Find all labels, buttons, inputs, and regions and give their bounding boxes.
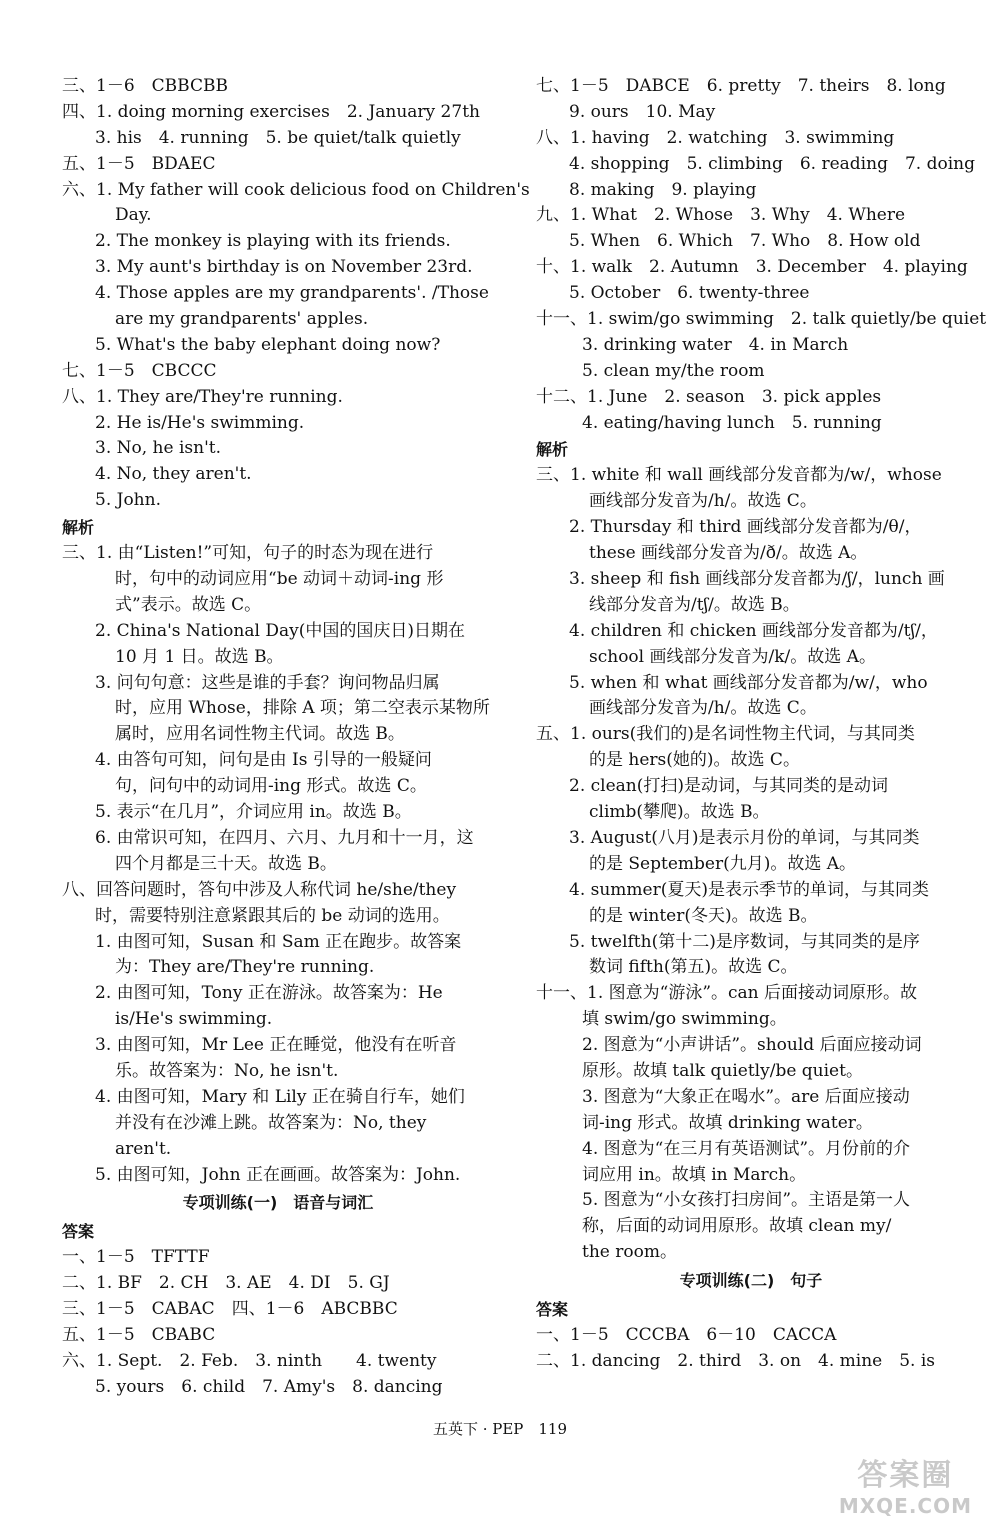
answer-line: 5. clean my/the room bbox=[582, 360, 765, 381]
answer-line: 一、1－5 CCCBA 6－10 CACCA bbox=[536, 1325, 837, 1346]
answer-line: 6. 由常识可知，在四月、六月、九月和十一月，这 bbox=[95, 827, 474, 848]
answer-line: 4. 图意为“在三月有英语测试”。月份前的介 bbox=[582, 1138, 911, 1159]
answer-line: 8. making 9. playing bbox=[569, 179, 757, 200]
answer-line: 十一、1. swim/go swimming 2. talk quietly/be quiet bbox=[536, 309, 987, 330]
answer-line: 三、1. white 和 wall 画线部分发音都为/w/，whose bbox=[536, 465, 942, 486]
answer-line: 填 swim/go swimming。 bbox=[582, 1009, 787, 1030]
answer-line: 四、1. doing morning exercises 2. January 27th bbox=[62, 101, 480, 122]
answer-line: the room。 bbox=[582, 1242, 677, 1263]
answer-line: 3. August(八月)是表示月份的单词，与其同类 bbox=[569, 827, 920, 848]
answer-line: 2. clean(打扫)是动词，与其同类的是动词 bbox=[569, 776, 888, 797]
section-heading: 答案 bbox=[62, 1222, 95, 1242]
answer-line: 5. when 和 what 画线部分发音都为/w/，who bbox=[569, 672, 928, 693]
section-title: 专项训练(二) 句子 bbox=[679, 1271, 823, 1291]
answer-line: 3. My aunt's birthday is on November 23rd. bbox=[95, 257, 473, 278]
answer-line: 三、1－5 CABAC 四、1－6 ABCBBC bbox=[62, 1299, 398, 1320]
answer-line: 十、1. walk 2. Autumn 3. December 4. playing bbox=[536, 257, 968, 278]
answer-line: Day. bbox=[115, 205, 152, 226]
answer-line: 4. summer(夏天)是表示季节的单词，与其同类 bbox=[569, 879, 929, 900]
answer-line: 画线部分发音为/h/。故选 C。 bbox=[589, 698, 817, 719]
answer-line: 式”表示。故选 C。 bbox=[115, 594, 262, 615]
answer-line: 数词 fifth(第五)。故选 C。 bbox=[589, 957, 798, 978]
answer-line: 六、1. My father will cook delicious food on Children's bbox=[62, 179, 530, 200]
answer-line: 六、1. Sept. 2. Feb. 3. ninth 4. twenty bbox=[62, 1350, 437, 1371]
section-heading: 解析 bbox=[536, 440, 569, 460]
answer-line: 时，句中的动词应用“be 动词＋动词-ing 形 bbox=[115, 569, 444, 590]
answer-line: climb(攀爬)。故选 B。 bbox=[589, 802, 770, 823]
answer-line: 七、1－5 DABCE 6. pretty 7. theirs 8. long bbox=[536, 76, 946, 96]
watermark bbox=[839, 1450, 972, 1518]
answer-line: 的是 hers(她的)。故选 C。 bbox=[589, 750, 800, 771]
answer-line: 3. 由图可知，Mr Lee 正在睡觉，他没有在听音 bbox=[95, 1035, 457, 1056]
answer-line: 三、1－6 CBBCBB bbox=[62, 76, 228, 96]
answer-line: 五、1－5 CBABC bbox=[62, 1325, 216, 1346]
answer-line: 二、1. dancing 2. third 3. on 4. mine 5. is bbox=[536, 1350, 936, 1371]
left-column bbox=[62, 74, 530, 1401]
answer-line: these 画线部分发音为/ð/。故选 A。 bbox=[589, 543, 868, 564]
answer-line: 五、1. ours(我们的)是名词性物主代词，与其同类 bbox=[536, 724, 915, 745]
answer-line: school 画线部分发音为/k/。故选 A。 bbox=[589, 646, 876, 667]
answer-line: 5. October 6. twenty-three bbox=[569, 283, 810, 304]
answer-line: 2. 图意为“小声讲话”。should 后面应接动词 bbox=[582, 1035, 922, 1056]
answer-line: 2. Thursday 和 third 画线部分发音都为/θ/， bbox=[569, 517, 922, 538]
section-title: 专项训练(一) 语音与词汇 bbox=[182, 1193, 374, 1213]
section-heading: 解析 bbox=[62, 518, 95, 538]
answer-line: 时，应用 Whose，排除 A 项；第二空表示某物所 bbox=[115, 698, 490, 719]
answer-line: are my grandparents' apples. bbox=[115, 309, 369, 330]
answer-line: 9. ours 10. May bbox=[569, 101, 716, 122]
answer-line: 5. 表示“在几月”，介词应用 in。故选 B。 bbox=[95, 802, 412, 823]
answer-line: 4. Those apples are my grandparents'. /Those bbox=[95, 283, 489, 304]
answer-line: 5. When 6. Which 7. Who 8. How old bbox=[569, 231, 921, 252]
page-footer: 五英下 · PEP 119 bbox=[432, 1420, 568, 1438]
answer-line: 二、1. BF 2. CH 3. AE 4. DI 5. GJ bbox=[62, 1273, 390, 1294]
answer-line: 称，后面的动词用原形。故填 clean my/ bbox=[582, 1216, 892, 1237]
answer-line: 句，问句中的动词用-ing 形式。故选 C。 bbox=[115, 776, 427, 797]
answer-line: 5. twelfth(第十二)是序数词，与其同类的是序 bbox=[569, 931, 920, 952]
answer-line: 十一、1. 图意为“游泳”。can 后面接动词原形。故 bbox=[536, 983, 918, 1004]
watermark-logo-text: 答案圈 bbox=[857, 1458, 954, 1493]
answer-line: 的是 September(九月)。故选 A。 bbox=[589, 853, 857, 874]
answer-line: 词-ing 形式。故填 drinking water。 bbox=[582, 1112, 873, 1133]
answer-line: 5. 图意为“小女孩打扫房间”。主语是第一人 bbox=[582, 1190, 911, 1211]
answer-line: 线部分发音为/tʃ/。故选 B。 bbox=[589, 594, 800, 615]
answer-line: 3. 图意为“大象正在喝水”。are 后面应接动 bbox=[582, 1086, 910, 1107]
answer-line: 4. 由图可知，Mary 和 Lily 正在骑自行车，她们 bbox=[95, 1086, 465, 1107]
answer-line: 10 月 1 日。故选 B。 bbox=[115, 646, 284, 667]
answer-line: 并没有在沙滩上跳。故答案为：No, they bbox=[115, 1112, 427, 1133]
answer-line: 5. John. bbox=[95, 490, 161, 511]
answer-line: 属时，应用名词性物主代词。故选 B。 bbox=[115, 724, 405, 745]
answer-line: 2. 由图可知，Tony 正在游泳。故答案为：He bbox=[95, 983, 443, 1004]
answer-line: 时，需要特别注意紧跟其后的 be 动词的选用。 bbox=[95, 905, 450, 926]
answer-line: 九、1. What 2. Whose 3. Why 4. Where bbox=[536, 205, 906, 226]
answer-line: 原形。故填 talk quietly/be quiet。 bbox=[582, 1060, 863, 1081]
right-column bbox=[536, 74, 987, 1375]
answer-line: 4. shopping 5. climbing 6. reading 7. doing bbox=[569, 153, 975, 174]
answer-line: 3. No, he isn't. bbox=[95, 438, 221, 459]
answer-line: 2. China's National Day(中国的国庆日)日期在 bbox=[95, 620, 465, 641]
answer-line: 5. yours 6. child 7. Amy's 8. dancing bbox=[95, 1376, 443, 1397]
answer-line: 十二、1. June 2. season 3. pick apples bbox=[536, 386, 882, 407]
answer-line: 4. eating/having lunch 5. running bbox=[582, 412, 882, 433]
answer-line: 5. What's the baby elephant doing now? bbox=[95, 334, 441, 355]
section-heading: 答案 bbox=[536, 1300, 569, 1320]
answer-line: 画线部分发音为/h/。故选 C。 bbox=[589, 491, 817, 512]
answer-line: 词应用 in。故填 in March。 bbox=[582, 1164, 807, 1185]
answer-line: 八、回答问题时，答句中涉及人称代词 he/she/they bbox=[62, 879, 457, 900]
answer-line: 三、1. 由“Listen!”可知，句子的时态为现在进行 bbox=[62, 543, 434, 564]
answer-line: 3. his 4. running 5. be quiet/talk quietly bbox=[95, 127, 461, 148]
answer-line: 3. 问句句意：这些是谁的手套？询问物品归属 bbox=[95, 672, 440, 693]
answer-line: 八、1. They are/They're running. bbox=[62, 386, 343, 407]
answer-line: 的是 winter(冬天)。故选 B。 bbox=[589, 905, 818, 926]
answer-line: 3. sheep 和 fish 画线部分发音都为/ʃ/，lunch 画 bbox=[569, 569, 945, 590]
answer-line: 五、1－5 BDAEC bbox=[62, 153, 216, 174]
answer-line: 2. The monkey is playing with its friends. bbox=[95, 231, 451, 252]
answer-line: 八、1. having 2. watching 3. swimming bbox=[536, 127, 895, 148]
answer-line: 2. He is/He's swimming. bbox=[95, 412, 305, 433]
answer-line: aren't. bbox=[115, 1138, 172, 1159]
answer-line: is/He's swimming. bbox=[115, 1009, 273, 1030]
answer-line: 1. 由图可知，Susan 和 Sam 正在跑步。故答案 bbox=[95, 931, 462, 952]
answer-line: 4. children 和 chicken 画线部分发音都为/tʃ/， bbox=[569, 620, 938, 641]
answer-line: 七、1－5 CBCCC bbox=[62, 360, 217, 381]
answer-line: 四个月都是三十天。故选 B。 bbox=[115, 853, 337, 874]
answer-line: 4. No, they aren't. bbox=[95, 464, 252, 485]
answer-line: 乐。故答案为：No, he isn't. bbox=[115, 1060, 339, 1081]
answer-line: 3. drinking water 4. in March bbox=[582, 334, 849, 355]
answer-line: 一、1－5 TFTTF bbox=[62, 1247, 210, 1268]
answer-line: 4. 由答句可知，问句是由 Is 引导的一般疑问 bbox=[95, 750, 432, 771]
answer-line: 5. 由图可知，John 正在画画。故答案为：John. bbox=[95, 1164, 461, 1185]
answer-line: 为：They are/They're running. bbox=[115, 957, 375, 978]
watermark-url: MXQE.COM bbox=[838, 1494, 972, 1518]
